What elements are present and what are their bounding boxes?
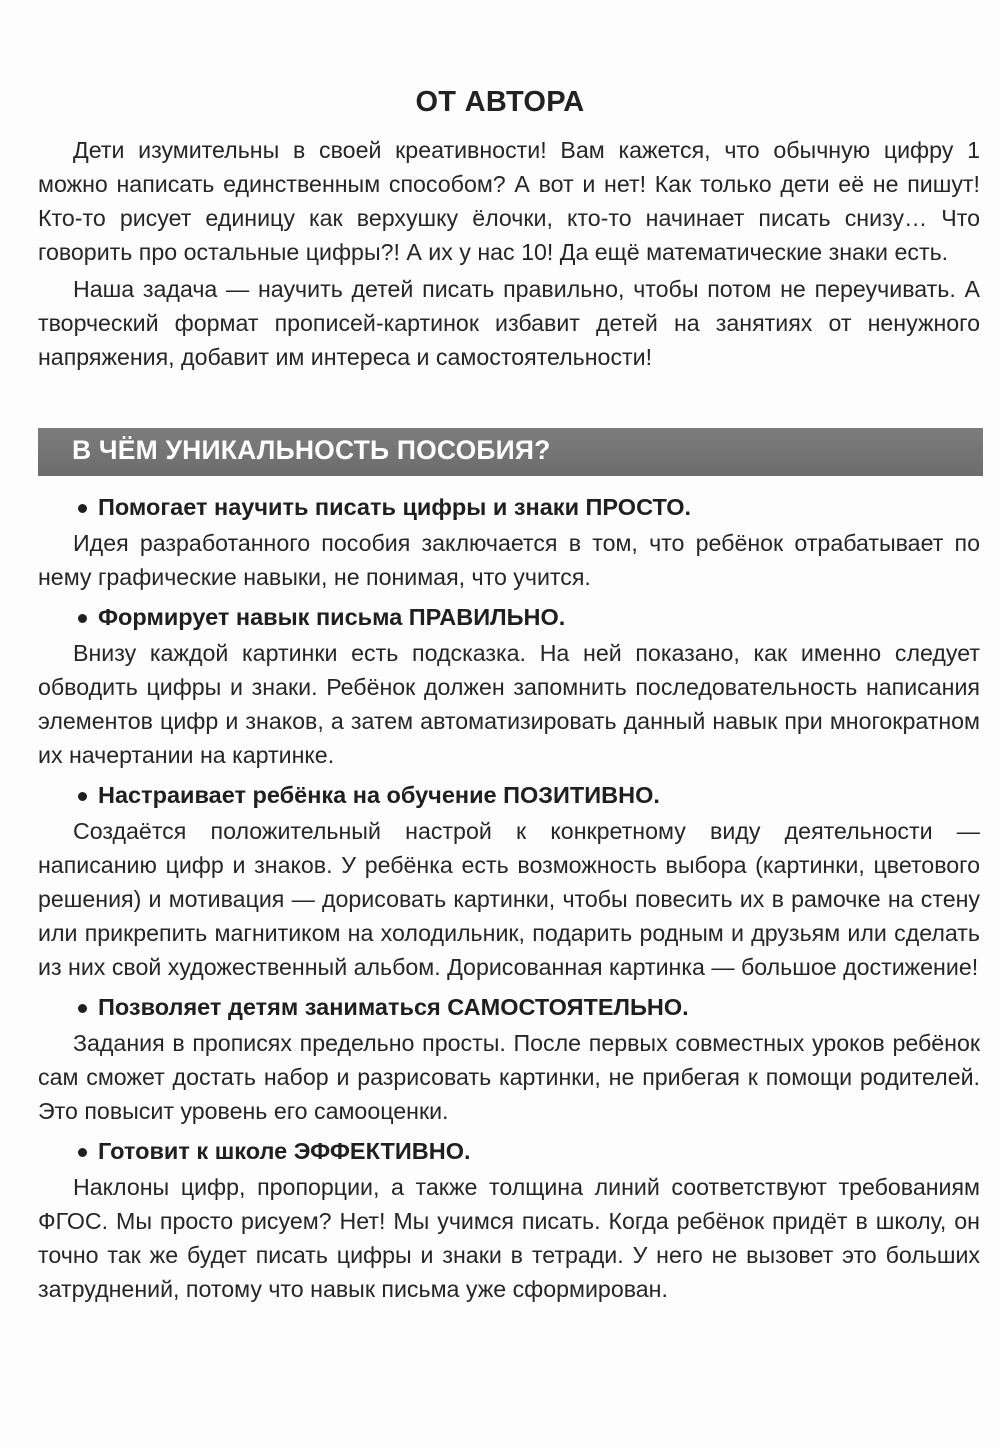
bullet-icon [78, 504, 87, 513]
intro-section [38, 133, 980, 374]
intro-paragraph: Дети изумительны в своей креативности! Вам кажется, что обычную цифру 1 можно написать единственным способом? А вот и нет! Как только дети её не пишут! Кто-то рисует единицу как верхушку ёлочки, кто-то начинает писать снизу… Что говорить про остальные цифры?! А их у нас 10! Да ещё математические знаки есть. [38, 137, 980, 265]
feature-title-text: Помогает научить писать цифры и знаки ПРОСТО. [98, 494, 692, 520]
feature-title [38, 990, 980, 1024]
feature-title-text: Настраивает ребёнка на обучение ПОЗИТИВНО. [98, 782, 660, 808]
feature-title [38, 600, 980, 634]
bullet-icon [78, 1148, 87, 1157]
page-title: ОТ АВТОРА [415, 86, 585, 118]
bullet-icon [78, 614, 87, 623]
feature-title [38, 778, 980, 812]
feature-title-text: Готовит к школе ЭФФЕКТИВНО. [98, 1138, 471, 1164]
feature-text: Задания в прописях предельно просты. После первых совместных уроков ребёнок сам сможет достать набор и разрисовать картинки, не прибегая к помощи родителей. Это повысит уровень его самооценки. [38, 1030, 980, 1124]
bullet-icon [78, 792, 87, 801]
bullet-icon [78, 1004, 87, 1013]
feature-title-text: Позволяет детям заниматься САМОСТОЯТЕЛЬНО. [98, 994, 689, 1020]
feature-title [38, 490, 980, 524]
features-list [38, 490, 980, 1306]
intro-paragraph: Наша задача — научить детей писать правильно, чтобы потом не переучивать. А творческий формат прописей-картинок избавит детей на занятиях от ненужного напряжения, добавит им интереса и самостоятельности! [38, 276, 980, 370]
section-heading: В ЧЁМ УНИКАЛЬНОСТЬ ПОСОБИЯ? [72, 435, 551, 465]
section-heading-bar [38, 428, 983, 476]
feature-title [38, 1134, 980, 1168]
feature-text: Наклоны цифр, пропорции, а также толщина линий соответствуют требованиям ФГОС. Мы просто рисуем? Нет! Мы учимся писать. Когда ребёнок придёт в школу, он точно так же будет писать цифры и знаки в тетради. У него не вызовет это больших затруднений, потому что навык письма уже сформирован. [38, 1174, 980, 1302]
feature-text: Идея разработанного пособия заключается в том, что ребёнок отрабатывает по нему графические навыки, не понимая, что учится. [38, 530, 980, 590]
feature-text: Внизу каждой картинки есть подсказка. На ней показано, как именно следует обводить цифры и знаки. Ребёнок должен запомнить последовательность написания элементов цифр и знаков, а затем автоматизировать данный навык при многократном их начертании на картинке. [38, 640, 980, 768]
feature-text: Создаётся положительный настрой к конкретному виду деятельности — написанию цифр и знаков. У ребёнка есть возможность выбора (картинки, цветового решения) и мотивация — дорисовать картинки, чтобы повесить их в рамочке на стену или прикрепить магнитиком на холодильник, подарить родным и друзьям или сделать из них свой художественный альбом. Дорисованная картинка — большое достижение! [38, 818, 980, 980]
feature-title-text: Формирует навык письма ПРАВИЛЬНО. [98, 604, 566, 630]
